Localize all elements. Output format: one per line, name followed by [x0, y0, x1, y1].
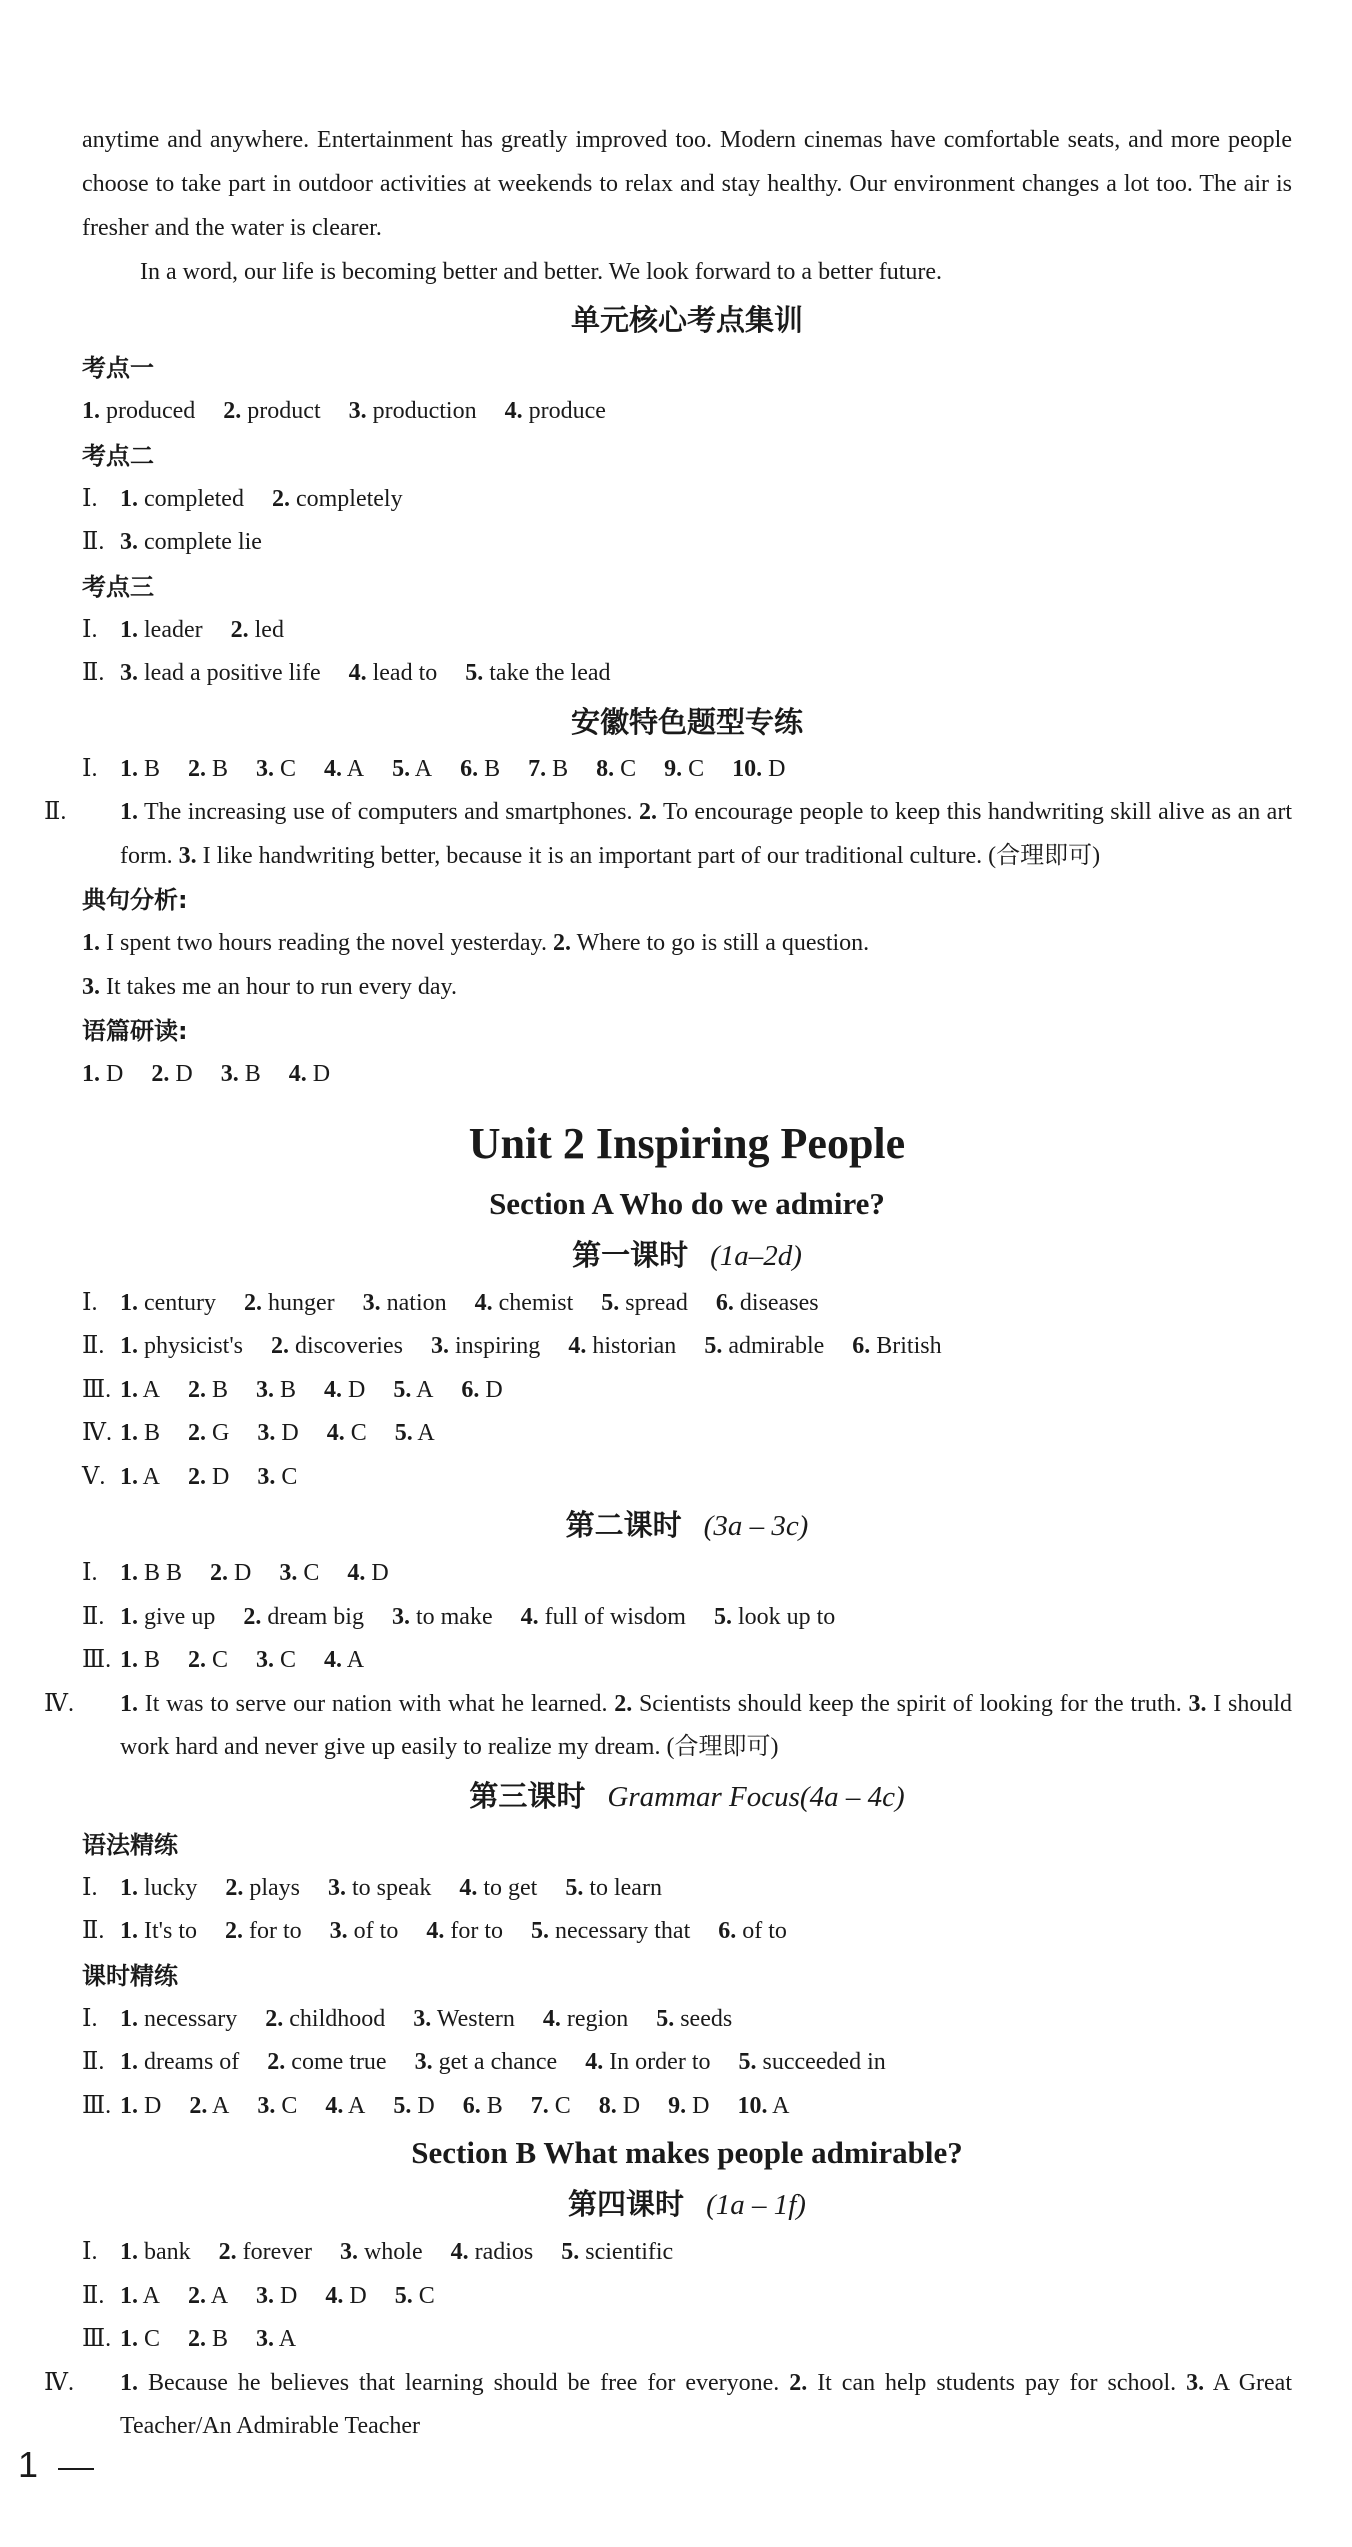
answer-item: 4. In order to — [585, 2049, 711, 2075]
answer-item: 1. physicist's — [120, 1333, 243, 1359]
answer-item: 4. D — [288, 1061, 331, 1087]
answer-item: 2. plays — [225, 1874, 300, 1901]
core-section-title: 单元核心考点集训 — [570, 303, 803, 337]
answer-item: 7. B — [528, 755, 569, 782]
answer-item: 2. come true — [267, 2049, 387, 2075]
answer-item: 5. A — [394, 1420, 435, 1446]
answer-item: 1. D — [82, 1061, 124, 1087]
answer-item: 2. completely — [271, 485, 403, 512]
answer-item: 2. led — [230, 616, 284, 643]
roman-numeral: Ⅲ. — [82, 2326, 112, 2352]
answer-item: 2. for to — [225, 1918, 302, 1944]
answer-item: 4. D — [324, 1376, 366, 1403]
answer-item: 4. A — [324, 755, 365, 782]
answer-item: 1. necessary — [120, 2005, 238, 2032]
answer-row — [82, 1998, 1292, 2042]
lesson-3-name: 第三课时 — [469, 1778, 586, 1813]
answer-item: 4. historian — [568, 1333, 677, 1359]
answer-item: 5. take the lead — [465, 660, 611, 686]
page-number: 1 — [18, 2444, 39, 2485]
answer-item: 3. lead a positive life — [120, 660, 321, 686]
anhui-row-1 — [82, 748, 1292, 792]
answer-item: 3. complete lie — [120, 529, 262, 555]
answer-item: 4. produce — [504, 398, 606, 424]
answer-item: 8. C — [596, 755, 637, 782]
answer-item: 1. bank — [120, 2239, 191, 2265]
roman-numeral: Ⅰ. — [82, 1874, 98, 1901]
answer-item: 2. B — [188, 1376, 229, 1403]
lesson-practice-answers — [82, 1998, 1292, 2129]
sentence-row-1: 1. I spent two hours reading the novel yesterday. 2. Where to go is still a question. — [82, 930, 870, 956]
answer-item: 5. look up to — [713, 1603, 836, 1630]
answer-row — [82, 2085, 1292, 2129]
answer-item: 3. C — [256, 755, 297, 782]
unit-title: Unit 2 Inspiring People — [468, 1118, 906, 1168]
answer-row — [82, 1456, 1292, 1500]
answer-row — [82, 2275, 1292, 2319]
roman-numeral: Ⅱ. — [82, 529, 105, 555]
answer-item: 3. whole — [339, 2239, 423, 2265]
answer-item: 5. A — [392, 755, 433, 782]
answer-item: 2. A — [188, 2282, 229, 2309]
kaodian-1-label: 考点一 — [82, 354, 154, 382]
answer-item: 2. D — [210, 1560, 252, 1586]
answer-item: 3. to speak — [328, 1874, 432, 1901]
answer-item: 5. spread — [601, 1289, 688, 1316]
lesson-2-title — [82, 1499, 1292, 1552]
roman-numeral: Ⅱ. — [82, 660, 105, 686]
answer-row — [82, 1910, 1292, 1954]
answer-item: 3. C — [256, 1647, 297, 1673]
answer-item: 5. A — [393, 1376, 434, 1403]
answer-item: 3. B — [220, 1061, 261, 1087]
roman-numeral: Ⅲ. — [82, 1376, 112, 1403]
answer-item: 1. A — [120, 1376, 161, 1403]
intro-paragraph: anytime and anywhere. Entertainment has greatly improved too. Modern cinemas have comfortable seats, and more people choose to take part in outdoor activities at weekends to relax and stay healthy. Our environment changes a lot too. The air is fresher and the water is clearer. — [82, 127, 1292, 241]
roman-numeral: Ⅲ. — [82, 1647, 112, 1673]
roman-numeral: Ⅰ. — [82, 2005, 98, 2032]
answer-item: 3. of to — [329, 1918, 399, 1944]
answer-item: 5. D — [393, 2092, 435, 2119]
answer-item: 5. C — [394, 2282, 435, 2309]
answer-row — [82, 1639, 1292, 1683]
answer-item: 3. to make — [391, 1603, 493, 1630]
roman-numeral: Ⅰ. — [82, 2239, 98, 2265]
lesson-2-row-4 — [44, 1683, 1293, 1770]
answer-item: 6. of to — [718, 1918, 787, 1944]
roman-numeral: Ⅰ. — [82, 1289, 98, 1316]
answer-item: 10. D — [732, 755, 786, 782]
roman-numeral: Ⅳ. — [44, 2369, 74, 2396]
lesson-4-row-4 — [44, 2362, 1292, 2449]
answer-item: 10. A — [737, 2092, 790, 2119]
roman-numeral: Ⅱ. — [82, 1333, 105, 1359]
answer-item: 5. admirable — [704, 1333, 825, 1359]
answer-item: 1. A — [120, 1463, 161, 1490]
answer-item: 1. B B — [120, 1560, 183, 1586]
lesson-4-answers — [82, 2231, 1292, 2362]
answer-row — [82, 1282, 1292, 1326]
answer-item: 2. hunger — [243, 1289, 335, 1316]
lesson-1-answers — [82, 1282, 1292, 1500]
answer-item: 3. C — [257, 1463, 298, 1490]
answer-item: 9. D — [668, 2092, 710, 2119]
answer-item: 3. D — [257, 1420, 299, 1446]
answer-item: 2. B — [188, 755, 229, 782]
answer-item: 5. necessary that — [530, 1918, 691, 1944]
answer-row — [82, 2318, 1292, 2362]
answer-item: 2. A — [189, 2092, 230, 2119]
lesson-2-name: 第二课时 — [565, 1508, 682, 1542]
answer-item: 6. British — [852, 1333, 942, 1359]
kaodian-2-label: 考点二 — [82, 441, 154, 470]
answer-item: 7. C — [530, 2092, 571, 2119]
answer-item: 5. succeeded in — [738, 2049, 886, 2075]
answer-item: 5. scientific — [561, 2239, 674, 2265]
answer-item: 5. to learn — [565, 1874, 662, 1901]
sentence-row-2: 3. It takes me an hour to run every day. — [82, 973, 457, 1000]
answer-item: 1. lucky — [120, 1874, 198, 1901]
roman-numeral: Ⅰ. — [82, 755, 98, 782]
answer-item: 2. dream big — [243, 1603, 364, 1630]
answer-item: 3. Western — [413, 2005, 515, 2032]
answer-item: 4. full of wisdom — [520, 1603, 686, 1630]
answer-text: 1. It was to serve our nation with what he learned. 2. Scientists should keep the spirit of looking for the truth. 3. I should work hard and never give up easily to realize my dream. (合理即可) — [120, 1690, 1293, 1760]
answer-row — [82, 1369, 1292, 1413]
roman-numeral: Ⅳ. — [82, 1420, 112, 1446]
answer-item: 1. century — [120, 1289, 216, 1316]
answer-item: 3. nation — [362, 1289, 447, 1316]
roman-numeral: Ⅱ. — [82, 1918, 105, 1944]
answer-row — [82, 1552, 1292, 1596]
answer-item: 1. give up — [120, 1603, 216, 1630]
answer-item: 4. region — [542, 2005, 629, 2032]
answer-item: 4. for to — [426, 1918, 503, 1944]
reading-row — [82, 1053, 1292, 1097]
answer-item: 2. C — [188, 1647, 229, 1673]
anhui-row-2 — [44, 791, 1292, 878]
answer-item: 4. C — [326, 1420, 367, 1446]
answer-item: 2. discoveries — [271, 1333, 403, 1359]
roman-numeral: Ⅲ. — [82, 2092, 112, 2119]
answer-row — [82, 2231, 1292, 2275]
answer-row — [82, 1325, 1292, 1369]
sentence-analysis-label: 典句分析: — [82, 886, 188, 914]
roman-numeral: Ⅴ. — [82, 1463, 106, 1490]
answer-item: 4. D — [347, 1560, 389, 1586]
answer-item: 6. D — [461, 1376, 503, 1403]
section-b-title: Section B What makes people admirable? — [411, 2135, 963, 2170]
grammar-answers — [82, 1867, 1292, 1954]
answer-item: 2. childhood — [265, 2005, 386, 2032]
anhui-section-title: 安徽特色题型专练 — [570, 704, 803, 739]
kaodian-2-row-1 — [82, 478, 1292, 522]
answer-item: 5. seeds — [656, 2005, 733, 2032]
roman-numeral: Ⅱ. — [82, 2282, 105, 2309]
answer-item: 9. C — [664, 755, 705, 782]
answer-row — [82, 2041, 1292, 2085]
answer-item: 3. A — [256, 2326, 297, 2352]
answer-item: 6. diseases — [715, 1289, 819, 1316]
lesson-3-range: Grammar Focus(4a – 4c) — [607, 1780, 905, 1813]
kaodian-3-row-1 — [82, 609, 1292, 653]
roman-numeral: Ⅰ. — [82, 616, 98, 643]
answer-item: 1. A — [120, 2282, 161, 2309]
answer-item: 2. D — [188, 1463, 230, 1490]
answer-text: 1. The increasing use of computers and smartphones. 2. To encourage people to keep this handwriting skill alive as an art form. 3. I like handwriting better, because it is an important part of our traditional culture. (合理即可) — [120, 799, 1292, 869]
lesson-4-name: 第四课时 — [568, 2187, 685, 2221]
answer-item: 3. B — [256, 1376, 297, 1403]
kaodian-3-label: 考点三 — [82, 572, 154, 601]
kaodian-1-row — [82, 390, 1292, 434]
lesson-practice-label: 课时精练 — [82, 1961, 178, 1990]
answer-item: 1. B — [120, 755, 161, 782]
answer-item: 2. G — [188, 1420, 230, 1446]
answer-item: 1. B — [120, 1647, 161, 1673]
answer-item: 2. B — [188, 2326, 229, 2352]
kaodian-2-row-2 — [82, 521, 1292, 565]
answer-item: 3. C — [279, 1560, 320, 1586]
lesson-2-answers — [82, 1552, 1292, 1683]
answer-item: 1. B — [120, 1420, 161, 1446]
answer-item: 1. C — [120, 2326, 161, 2352]
answer-row — [82, 1596, 1292, 1640]
answer-page — [44, 118, 1293, 2449]
answer-item: 6. B — [462, 2092, 503, 2119]
answer-text: 1. Because he believes that learning should be free for everyone. 2. It can help students pay for school. 3. A Great Teacher/An Admirable Teacher — [120, 2369, 1292, 2439]
answer-item: 4. A — [324, 1647, 365, 1673]
answer-item: 3. D — [256, 2282, 298, 2309]
section-a-title: Section A Who do we admire? — [489, 1185, 885, 1221]
answer-item: 6. B — [460, 755, 501, 782]
answer-item: 4. lead to — [348, 660, 438, 686]
grammar-practice-label: 语法精练 — [82, 1830, 178, 1859]
answer-item: 1. It's to — [120, 1918, 197, 1944]
roman-numeral: Ⅱ. — [82, 1603, 105, 1630]
answer-item: 4. to get — [459, 1874, 538, 1901]
answer-row — [82, 1867, 1292, 1911]
answer-row — [82, 1412, 1292, 1456]
answer-item: 2. forever — [218, 2239, 312, 2265]
answer-item: 4. radios — [450, 2239, 534, 2265]
roman-numeral: Ⅰ. — [82, 485, 98, 512]
answer-item: 2. product — [223, 398, 321, 424]
roman-numeral: Ⅳ. — [44, 1690, 74, 1717]
answer-item: 3. get a chance — [414, 2049, 558, 2075]
answer-item: 2. D — [151, 1061, 193, 1087]
lesson-1-name: 第一课时 — [572, 1237, 689, 1272]
lesson-4-title — [82, 2178, 1292, 2231]
lesson-1-range: (1a–2d) — [710, 1239, 802, 1272]
roman-numeral: Ⅱ. — [44, 799, 67, 825]
lesson-4-range: (1a – 1f) — [706, 2189, 806, 2221]
answer-item: 1. completed — [120, 485, 244, 512]
intro-conclusion: In a word, our life is becoming better and better. We look forward to a better future. — [140, 259, 943, 285]
answer-item: 4. D — [325, 2282, 367, 2309]
kaodian-3-row-2 — [82, 652, 1292, 696]
roman-numeral: Ⅰ. — [82, 1560, 98, 1586]
lesson-3-title — [82, 1770, 1292, 1823]
answer-item: 1. D — [120, 2092, 162, 2119]
answer-item: 8. D — [598, 2092, 641, 2119]
answer-item: 1. dreams of — [120, 2049, 240, 2075]
answer-item: 4. A — [325, 2092, 366, 2119]
roman-numeral: Ⅱ. — [82, 2049, 105, 2075]
page-number-rule — [58, 2468, 94, 2470]
answer-item: 1. produced — [82, 398, 196, 424]
lesson-1-title — [82, 1229, 1292, 1282]
answer-item: 4. chemist — [474, 1289, 574, 1316]
lesson-2-range: (3a – 3c) — [703, 1510, 809, 1542]
answer-item: 1. leader — [120, 616, 203, 643]
answer-item: 3. inspiring — [430, 1333, 541, 1359]
answer-item: 3. production — [348, 398, 477, 424]
reading-label: 语篇研读: — [82, 1017, 188, 1045]
answer-item: 3. C — [257, 2092, 298, 2119]
